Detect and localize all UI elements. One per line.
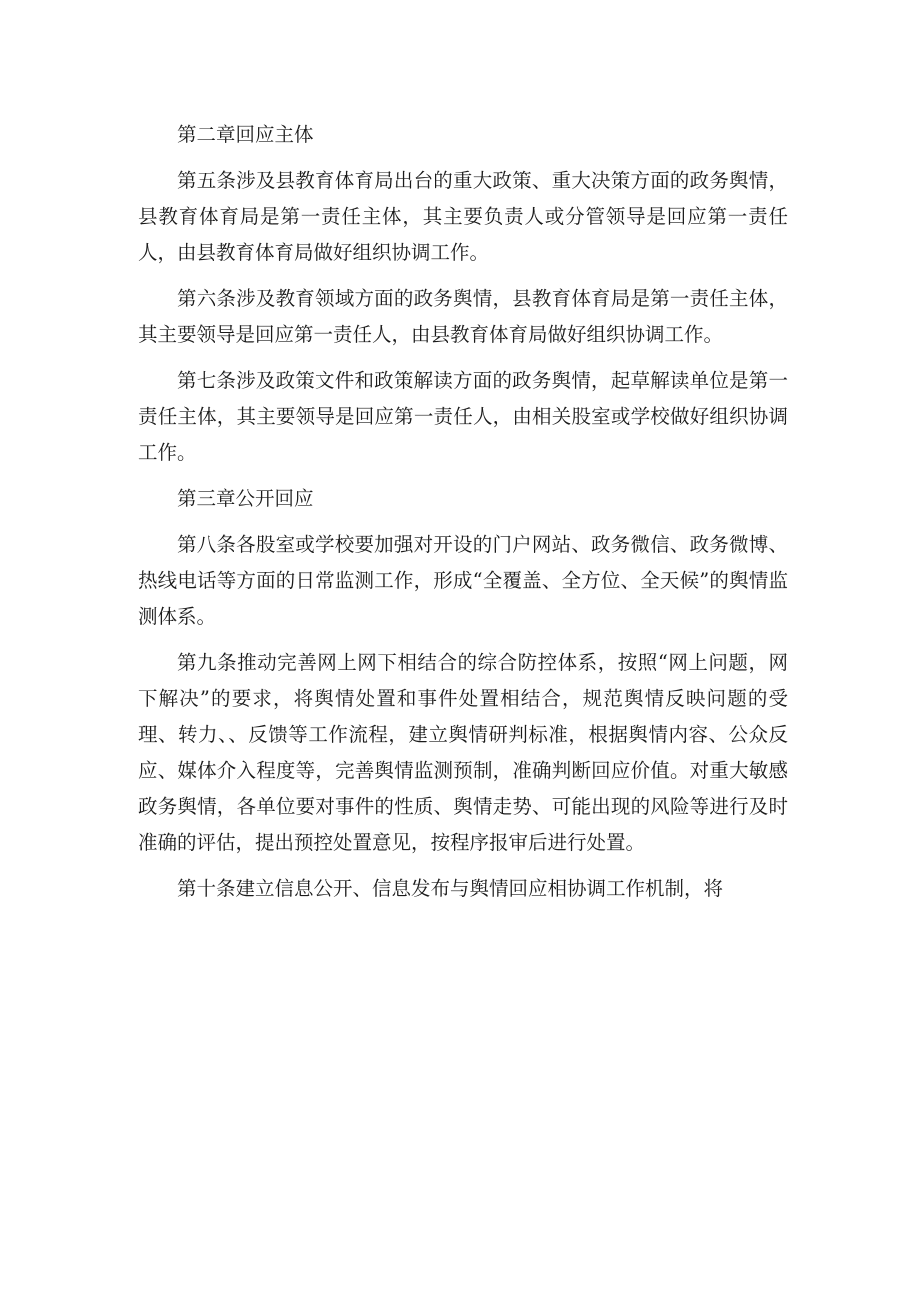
- article-9-paragraph: 第九条推动完善网上网下相结合的综合防控体系，按照“网上问题，网下解决”的要求，将舆情处置和事件处置相结合，规范舆情反映问题的受理、转力、、反馈等工作流程，建立舆情研判标准，根据舆情内容、公众反应、媒体介入程度等，完善舆情监测预制，准确判断回应价值。对重大敏感政务舆情，各单位要对事件的性质、舆情走势、可能出现的风险等进行及时准确的评估，提出预控处置意见，按程序报审后进行处置。: [138, 651, 788, 854]
- article-6-paragraph: 第六条涉及教育领域方面的政务舆情，县教育体育局是第一责任主体，其主要领导是回应第一责任人，由县教育体育局做好组织协调工作。: [138, 287, 788, 346]
- chapter-heading-3: 第三章公开回应: [177, 487, 314, 510]
- chapter-heading-2: 第二章回应主体: [177, 123, 314, 146]
- article-7-paragraph: 第七条涉及政策文件和政策解读方面的政务舆情，起草解读单位是第一责任主体，其主要领导是回应第一责任人，由相关股室或学校做好组织协调工作。: [138, 369, 788, 464]
- document-body: [138, 117, 788, 917]
- article-10-paragraph: 第十条建立信息公开、信息发布与舆情回应相协调工作机制，将: [177, 877, 724, 900]
- article-8-paragraph: 第八条各股室或学校要加强对开设的门户网站、政务微信、政务微博、热线电话等方面的日常监测工作，形成“全覆盖、全方位、全天候”的舆情监测体系。: [138, 533, 788, 628]
- article-5-paragraph: 第五条涉及县教育体育局出台的重大政策、重大决策方面的政务舆情，县教育体育局是第一责任主体，其主要负责人或分管领导是回应第一责任人，由县教育体育局做好组织协调工作。: [138, 169, 788, 264]
